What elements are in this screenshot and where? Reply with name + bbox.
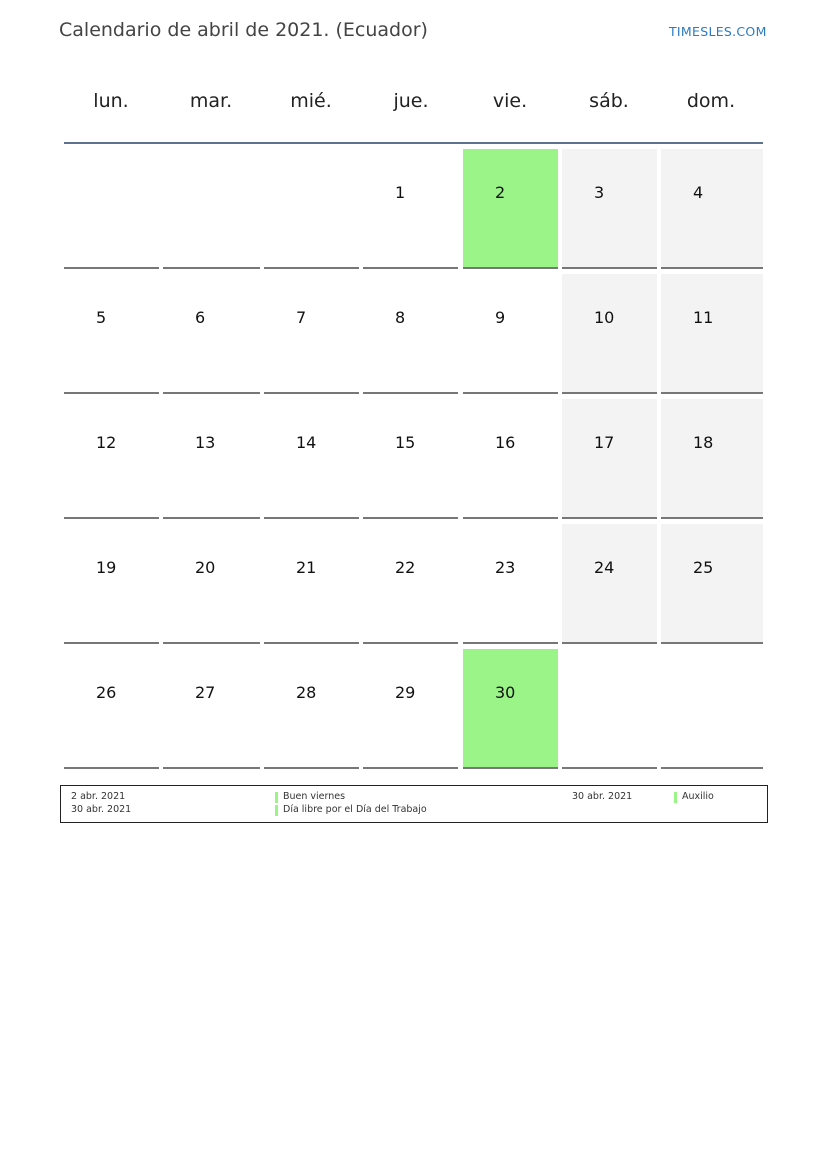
calendar-day-cell — [163, 274, 260, 394]
calendar-day-cell — [463, 399, 558, 519]
day-number: 13 — [195, 433, 216, 452]
legend-date: 30 abr. 2021 — [71, 804, 132, 815]
legend-holiday: Día libre por el Día del Trabajo — [283, 804, 427, 815]
weekday-label: mar. — [189, 90, 233, 112]
calendar-day-cell — [562, 399, 657, 519]
calendar-day-cell — [463, 649, 558, 769]
calendar-day-cell — [163, 649, 260, 769]
calendar-day-cell — [661, 274, 763, 394]
day-number: 18 — [693, 433, 714, 452]
day-number: 20 — [195, 558, 216, 577]
legend-holiday: Buen viernes — [283, 791, 346, 802]
calendar-day-cell — [562, 149, 657, 269]
calendar-day-cell — [661, 524, 763, 644]
day-number: 10 — [594, 308, 615, 327]
day-number: 1 — [395, 183, 406, 202]
day-number: 23 — [495, 558, 516, 577]
calendar-day-cell — [363, 149, 458, 269]
day-number: 19 — [96, 558, 117, 577]
calendar-day-cell — [562, 649, 657, 769]
calendar-day-cell — [264, 649, 359, 769]
legend-date: 30 abr. 2021 — [572, 791, 633, 802]
calendar-day-cell — [163, 524, 260, 644]
day-number: 27 — [195, 683, 216, 702]
day-number: 8 — [395, 308, 406, 327]
day-number: 5 — [96, 308, 107, 327]
holiday-legend — [60, 785, 768, 823]
calendar-day-cell — [64, 524, 159, 644]
calendar-day-cell — [463, 149, 558, 269]
calendar-day-cell — [264, 524, 359, 644]
calendar-day-cell — [463, 524, 558, 644]
weekday-label: vie. — [492, 90, 528, 112]
calendar-day-cell — [64, 649, 159, 769]
day-number: 7 — [296, 308, 307, 327]
day-number: 6 — [195, 308, 206, 327]
calendar-day-cell — [463, 274, 558, 394]
holiday-color-swatch — [674, 792, 677, 803]
calendar-day-cell — [363, 524, 458, 644]
calendar-day-cell — [64, 149, 159, 269]
calendar-day-cell — [363, 649, 458, 769]
weekday-label: mié. — [290, 90, 332, 112]
calendar-day-cell — [562, 274, 657, 394]
calendar-day-cell — [363, 274, 458, 394]
holiday-color-swatch — [275, 792, 278, 803]
calendar-day-cell — [661, 149, 763, 269]
day-number: 11 — [693, 308, 714, 327]
day-number: 21 — [296, 558, 317, 577]
weekday-header — [63, 90, 763, 120]
day-number: 14 — [296, 433, 317, 452]
calendar-day-cell — [64, 274, 159, 394]
calendar-grid — [64, 149, 763, 774]
calendar-day-cell — [264, 149, 359, 269]
day-number: 2 — [495, 183, 506, 202]
brand-link[interactable]: TIMESLES.COM — [669, 24, 767, 39]
day-number: 29 — [395, 683, 416, 702]
header-divider — [64, 142, 763, 144]
day-number: 30 — [495, 683, 516, 702]
day-number: 26 — [96, 683, 117, 702]
day-number: 15 — [395, 433, 416, 452]
day-number: 9 — [495, 308, 506, 327]
weekday-label: sáb. — [589, 90, 629, 112]
calendar-day-cell — [264, 274, 359, 394]
calendar-day-cell — [363, 399, 458, 519]
calendar-day-cell — [264, 399, 359, 519]
day-number: 4 — [693, 183, 704, 202]
day-number: 12 — [96, 433, 117, 452]
weekday-label: lun. — [93, 90, 129, 112]
calendar-day-cell — [562, 524, 657, 644]
calendar-day-cell — [163, 399, 260, 519]
calendar-day-cell — [64, 399, 159, 519]
day-number: 24 — [594, 558, 615, 577]
day-number: 16 — [495, 433, 516, 452]
legend-date: 2 abr. 2021 — [71, 791, 126, 802]
page-title: Calendario de abril de 2021. (Ecuador) — [59, 19, 428, 41]
weekday-label: dom. — [686, 90, 736, 112]
day-number: 22 — [395, 558, 416, 577]
day-number: 3 — [594, 183, 605, 202]
holiday-color-swatch — [275, 805, 278, 816]
day-number: 25 — [693, 558, 714, 577]
calendar-day-cell — [661, 399, 763, 519]
day-number: 17 — [594, 433, 615, 452]
calendar-day-cell — [661, 649, 763, 769]
day-number: 28 — [296, 683, 317, 702]
legend-holiday: Auxilio — [682, 791, 714, 802]
weekday-label: jue. — [393, 90, 429, 112]
calendar-day-cell — [163, 149, 260, 269]
